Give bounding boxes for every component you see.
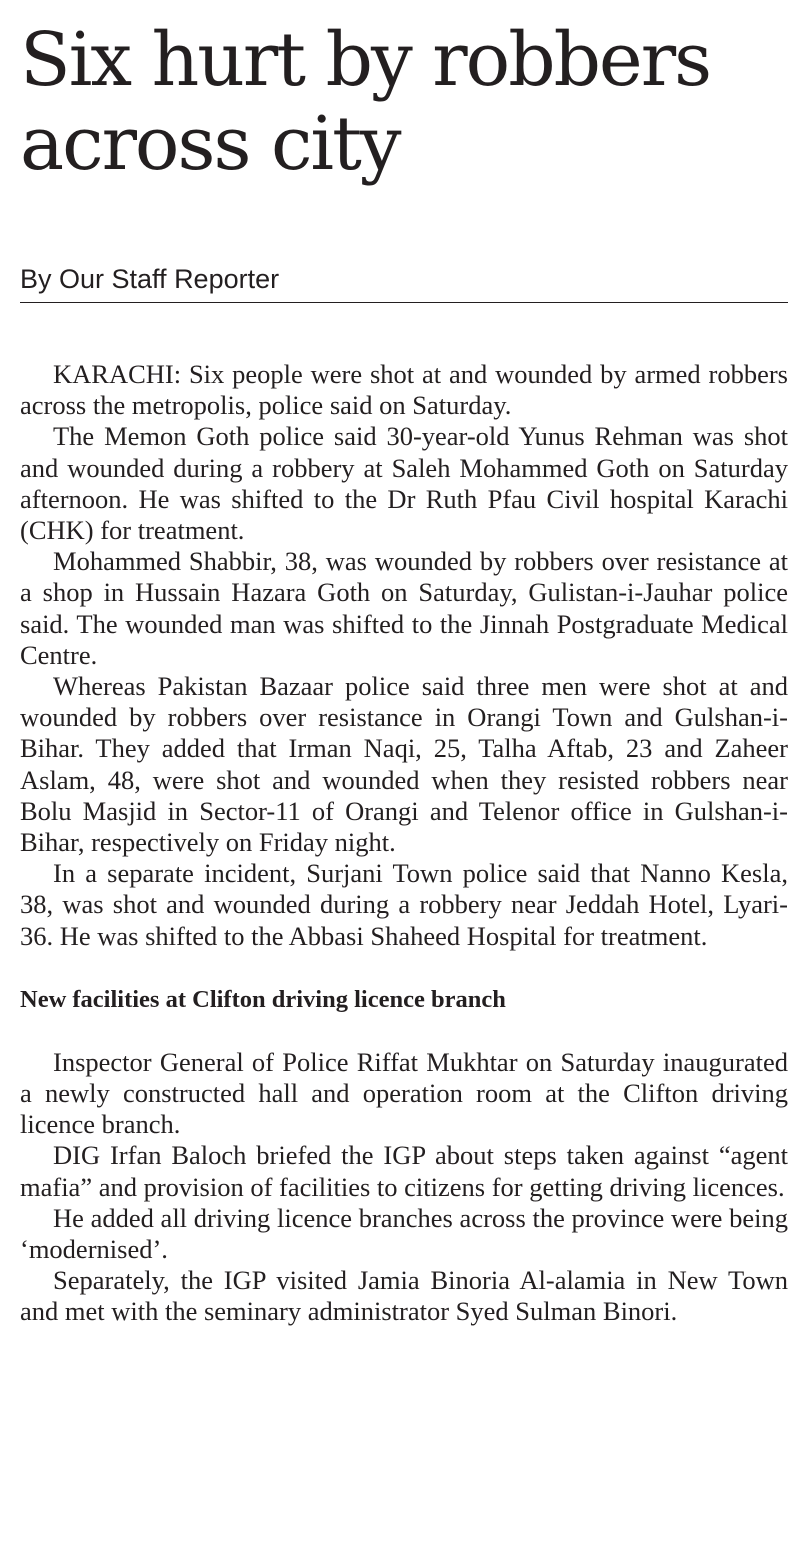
article-body: [20, 359, 788, 952]
paragraph: Whereas Pakistan Bazaar police said three men were shot at and wounded by robbers over resistance in Orangi Town and Gulshan-i-Bihar. They added that Irman Naqi, 25, Talha Aftab, 23 and Zaheer Aslam, 48, were shot and wounded when they resisted robbers near Bolu Masjid in Sector-11 of Orangi and Telenor office in Gulshan-i-Bihar, respectively on Friday night.: [20, 671, 788, 858]
subheading: New facilities at Clifton driving licence branch: [20, 985, 506, 1013]
paragraph: DIG Irfan Baloch briefed the IGP about steps taken against “agent mafia” and provision of facilities to citizens for getting driving licences.: [20, 1140, 788, 1202]
paragraph: The Memon Goth police said 30-year-old Yunus Rehman was shot and wounded during a robbery at Saleh Mohammed Goth on Saturday afternoon. He was shifted to the Dr Ruth Pfau Civil hospital Karachi (CHK) for treatment.: [20, 421, 788, 546]
news-article: [20, 18, 788, 1328]
paragraph: Mohammed Shabbir, 38, was wounded by robbers over resistance at a shop in Hussain Hazara Goth on Saturday, Gulistan-i-Jauhar police said. The wounded man was shifted to the Jinnah Postgraduate Medical Centre.: [20, 546, 788, 670]
paragraph: Separately, the IGP visited Jamia Binoria Al-alamia in New Town and met with the seminary administrator Syed Sulman Binori.: [20, 1265, 788, 1327]
article-body-second-section: [20, 1047, 788, 1328]
paragraph: In a separate incident, Surjani Town police said that Nanno Kesla, 38, was shot and wounded during a robbery near Jeddah Hotel, Lyari-36. He was shifted to the Abbasi Shaheed Hospital for treatment.: [20, 858, 788, 951]
headline: Six hurt by robbers across city: [20, 17, 711, 187]
paragraph: He added all driving licence branches across the province were being ‘modernised’.: [20, 1202, 788, 1265]
paragraph: Inspector General of Police Riffat Mukhtar on Saturday inaugurated a newly constructed hall and operation room at the Clifton driving licence branch.: [20, 1046, 788, 1140]
byline: By Our Staff Reporter: [20, 262, 788, 303]
paragraph: KARACHI: Six people were shot at and wounded by armed robbers across the metropolis, police said on Saturday.: [20, 359, 788, 421]
